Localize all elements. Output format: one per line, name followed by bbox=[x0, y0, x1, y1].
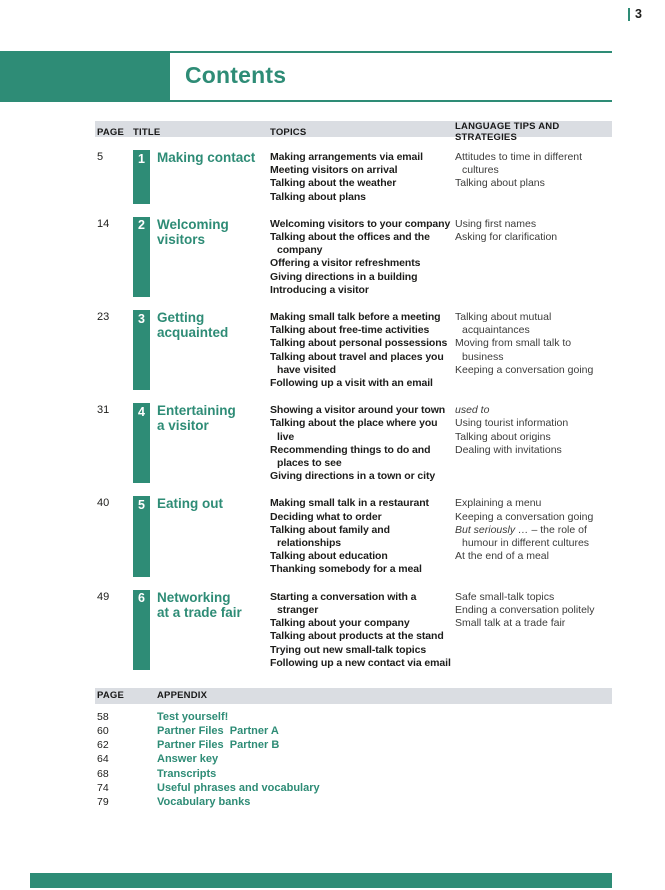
appendix-entry-label: Partner Files Partner A bbox=[157, 725, 279, 738]
column-header-tips: LANGUAGE TIPS AND STRATEGIES bbox=[455, 121, 560, 143]
unit-number: 6 bbox=[138, 591, 145, 606]
text-line: Keeping a conversation going bbox=[455, 510, 594, 523]
column-header-page: PAGE bbox=[97, 126, 125, 138]
table-header-row bbox=[95, 121, 612, 143]
text-line: Dealing with invitations bbox=[455, 443, 562, 456]
unit-page-number: 23 bbox=[97, 311, 110, 324]
units-list bbox=[95, 150, 612, 670]
unit-title bbox=[157, 150, 270, 204]
text-line: Talking about personal possessions bbox=[270, 337, 448, 350]
text-line: Introducing a visitor bbox=[270, 283, 369, 296]
text-line: acquaintances bbox=[462, 324, 530, 337]
text-line: Talking about education bbox=[270, 550, 388, 563]
text-line: Entertaining bbox=[157, 403, 236, 419]
text-line: places to see bbox=[277, 457, 342, 470]
text-line: Deciding what to order bbox=[270, 510, 382, 523]
text-line: stranger bbox=[277, 603, 319, 616]
text-line: Trying out new small-talk topics bbox=[270, 643, 427, 656]
text-line: Talking about plans bbox=[270, 190, 366, 203]
text-line: cultures bbox=[462, 164, 499, 177]
unit-number: 3 bbox=[138, 311, 145, 326]
text-line: Ending a conversation politely bbox=[455, 603, 595, 616]
appendix-item bbox=[95, 768, 612, 782]
text-line: Making small talk in a restaurant bbox=[270, 497, 429, 510]
appendix-entry-label: Answer key bbox=[157, 753, 219, 766]
text-line: Networking bbox=[157, 589, 231, 605]
unit-tips bbox=[455, 403, 612, 483]
unit-number-bar bbox=[133, 150, 157, 204]
text-line: visitors bbox=[157, 231, 206, 247]
appendix-item bbox=[95, 739, 612, 753]
text-line: Offering a visitor refreshments bbox=[270, 257, 421, 270]
text-line: humour in different cultures bbox=[462, 537, 590, 550]
appendix-column-header-title: APPENDIX bbox=[157, 690, 208, 702]
unit-title bbox=[157, 310, 270, 390]
unit-page-number: 14 bbox=[97, 217, 110, 230]
text-line: Welcoming bbox=[157, 216, 229, 232]
appendix-page-number: 60 bbox=[97, 725, 109, 738]
text-line: at a trade fair bbox=[157, 604, 242, 620]
unit-number-bar bbox=[133, 217, 157, 297]
unit-number-bar bbox=[133, 496, 157, 576]
unit-page-number: 40 bbox=[97, 497, 110, 510]
unit-vertical-bar bbox=[133, 403, 150, 483]
unit-topics bbox=[270, 217, 455, 297]
text-line: Giving directions in a building bbox=[270, 270, 418, 283]
unit-vertical-bar bbox=[133, 310, 150, 390]
text-line: Attitudes to time in different bbox=[455, 151, 583, 163]
column-header-title: TITLE bbox=[133, 126, 161, 138]
banner-teal-block bbox=[0, 51, 170, 102]
text-line: Explaining a menu bbox=[455, 497, 542, 510]
text-line: Talking about plans bbox=[455, 177, 545, 190]
text-line: Talking about free-time activities bbox=[270, 324, 430, 337]
text-line: used to bbox=[455, 404, 490, 417]
text-line: Small talk at a trade fair bbox=[455, 617, 566, 630]
unit-row bbox=[95, 403, 612, 483]
folio bbox=[628, 7, 642, 21]
text-line: Giving directions in a town or city bbox=[270, 470, 436, 483]
unit-page-number: 31 bbox=[97, 404, 110, 417]
appendix-item bbox=[95, 753, 612, 767]
text-line: Meeting visitors on arrival bbox=[270, 164, 398, 177]
unit-title bbox=[157, 217, 270, 297]
unit-title bbox=[157, 590, 270, 670]
unit-vertical-bar bbox=[133, 590, 150, 670]
appendix-entry-label: Partner Files Partner B bbox=[157, 739, 280, 752]
text-line: company bbox=[277, 244, 323, 257]
appendix-page-number: 62 bbox=[97, 739, 109, 752]
appendix-page-number: 79 bbox=[97, 796, 109, 809]
text-line: At the end of a meal bbox=[455, 550, 549, 563]
unit-title bbox=[157, 496, 270, 576]
appendix-item bbox=[95, 796, 612, 810]
unit-number: 2 bbox=[138, 218, 145, 233]
unit-row bbox=[95, 496, 612, 576]
unit-row bbox=[95, 310, 612, 390]
appendix-entry-label: Useful phrases and vocabulary bbox=[157, 781, 320, 794]
unit-topics bbox=[270, 496, 455, 576]
appendix-page-number: 58 bbox=[97, 710, 109, 723]
unit-vertical-bar bbox=[133, 217, 150, 297]
text-line: Starting a conversation with a bbox=[270, 590, 417, 603]
text-line: Keeping a conversation going bbox=[455, 363, 594, 376]
appendix-entry-label: Vocabulary banks bbox=[157, 796, 251, 809]
text-line: Making small talk before a meeting bbox=[270, 311, 441, 324]
text-line: Talking about your company bbox=[270, 617, 410, 630]
appendix-item bbox=[95, 725, 612, 739]
unit-tips bbox=[455, 310, 612, 390]
unit-number: 1 bbox=[138, 151, 145, 166]
unit-number-bar bbox=[133, 590, 157, 670]
text-line: business bbox=[462, 350, 504, 363]
unit-number: 5 bbox=[138, 497, 145, 512]
unit-vertical-bar bbox=[133, 496, 150, 576]
text-line: Using tourist information bbox=[455, 417, 569, 430]
text-line: Talking about origins bbox=[455, 430, 551, 443]
text-line: Talking about mutual bbox=[455, 311, 552, 324]
unit-topics bbox=[270, 590, 455, 670]
appendix-item bbox=[95, 782, 612, 796]
text-line: Welcoming visitors to your company bbox=[270, 217, 451, 230]
text-line: Recommending things to do and bbox=[270, 443, 431, 456]
text-line: live bbox=[277, 430, 295, 443]
appendix-column-header-page: PAGE bbox=[97, 690, 125, 702]
text-line: Talking about the place where you bbox=[270, 417, 438, 430]
text-line: Following up a visit with an email bbox=[270, 377, 433, 390]
folio-rule-icon bbox=[628, 8, 631, 21]
unit-page-number: 49 bbox=[97, 590, 110, 603]
text-line: Talking about products at the stand bbox=[270, 630, 444, 643]
unit-row bbox=[95, 150, 612, 204]
appendix-entry-label: Transcripts bbox=[157, 767, 217, 780]
unit-topics bbox=[270, 310, 455, 390]
appendix-page-number: 68 bbox=[97, 767, 109, 780]
unit-topics bbox=[270, 150, 455, 204]
text-line: Making contact bbox=[157, 150, 256, 165]
text-line: Thanking somebody for a meal bbox=[270, 563, 422, 576]
text-line: have visited bbox=[277, 363, 336, 376]
text-line: a visitor bbox=[157, 418, 209, 434]
text-line: But seriously … – the role of bbox=[455, 523, 587, 536]
text-line: Showing a visitor around your town bbox=[270, 404, 446, 417]
unit-topics bbox=[270, 403, 455, 483]
footer-teal-bar bbox=[30, 873, 612, 888]
unit-row bbox=[95, 217, 612, 297]
unit-title bbox=[157, 403, 270, 483]
page-title: Contents bbox=[185, 62, 287, 88]
unit-number: 4 bbox=[138, 404, 145, 419]
appendix-page-number: 64 bbox=[97, 753, 109, 766]
appendix-list bbox=[95, 711, 612, 810]
text-line: acquainted bbox=[157, 325, 229, 341]
text-line: Talking about the weather bbox=[270, 177, 397, 190]
unit-vertical-bar bbox=[133, 150, 150, 204]
unit-page-number: 5 bbox=[97, 151, 104, 163]
text-line: Talking about the offices and the bbox=[270, 231, 430, 244]
text-line: Getting bbox=[157, 310, 205, 326]
page-number: 3 bbox=[635, 7, 642, 21]
contents-table bbox=[95, 121, 612, 810]
appendix-entry-label: Test yourself! bbox=[157, 710, 229, 723]
banner-bottom-rule bbox=[0, 100, 612, 102]
appendix-header-row bbox=[95, 688, 612, 704]
appendix-item bbox=[95, 711, 612, 725]
text-line: Eating out bbox=[157, 496, 223, 512]
column-header-topics: TOPICS bbox=[270, 126, 307, 138]
unit-row bbox=[95, 590, 612, 670]
text-line: Safe small-talk topics bbox=[455, 590, 555, 603]
text-line: Moving from small talk to bbox=[455, 337, 572, 350]
unit-tips bbox=[455, 590, 612, 670]
appendix-page-number: 74 bbox=[97, 781, 109, 794]
text-line: Talking about travel and places you bbox=[270, 350, 444, 363]
unit-tips bbox=[455, 150, 612, 204]
text-line: relationships bbox=[277, 537, 342, 550]
text-line: Talking about family and bbox=[270, 523, 390, 536]
text-line: Following up a new contact via email bbox=[270, 656, 451, 669]
text-line: Using first names bbox=[455, 217, 537, 230]
unit-tips bbox=[455, 217, 612, 297]
text-line: Making arrangements via email bbox=[270, 151, 423, 163]
text-line: Asking for clarification bbox=[455, 231, 558, 244]
unit-number-bar bbox=[133, 403, 157, 483]
unit-number-bar bbox=[133, 310, 157, 390]
unit-tips bbox=[455, 496, 612, 576]
